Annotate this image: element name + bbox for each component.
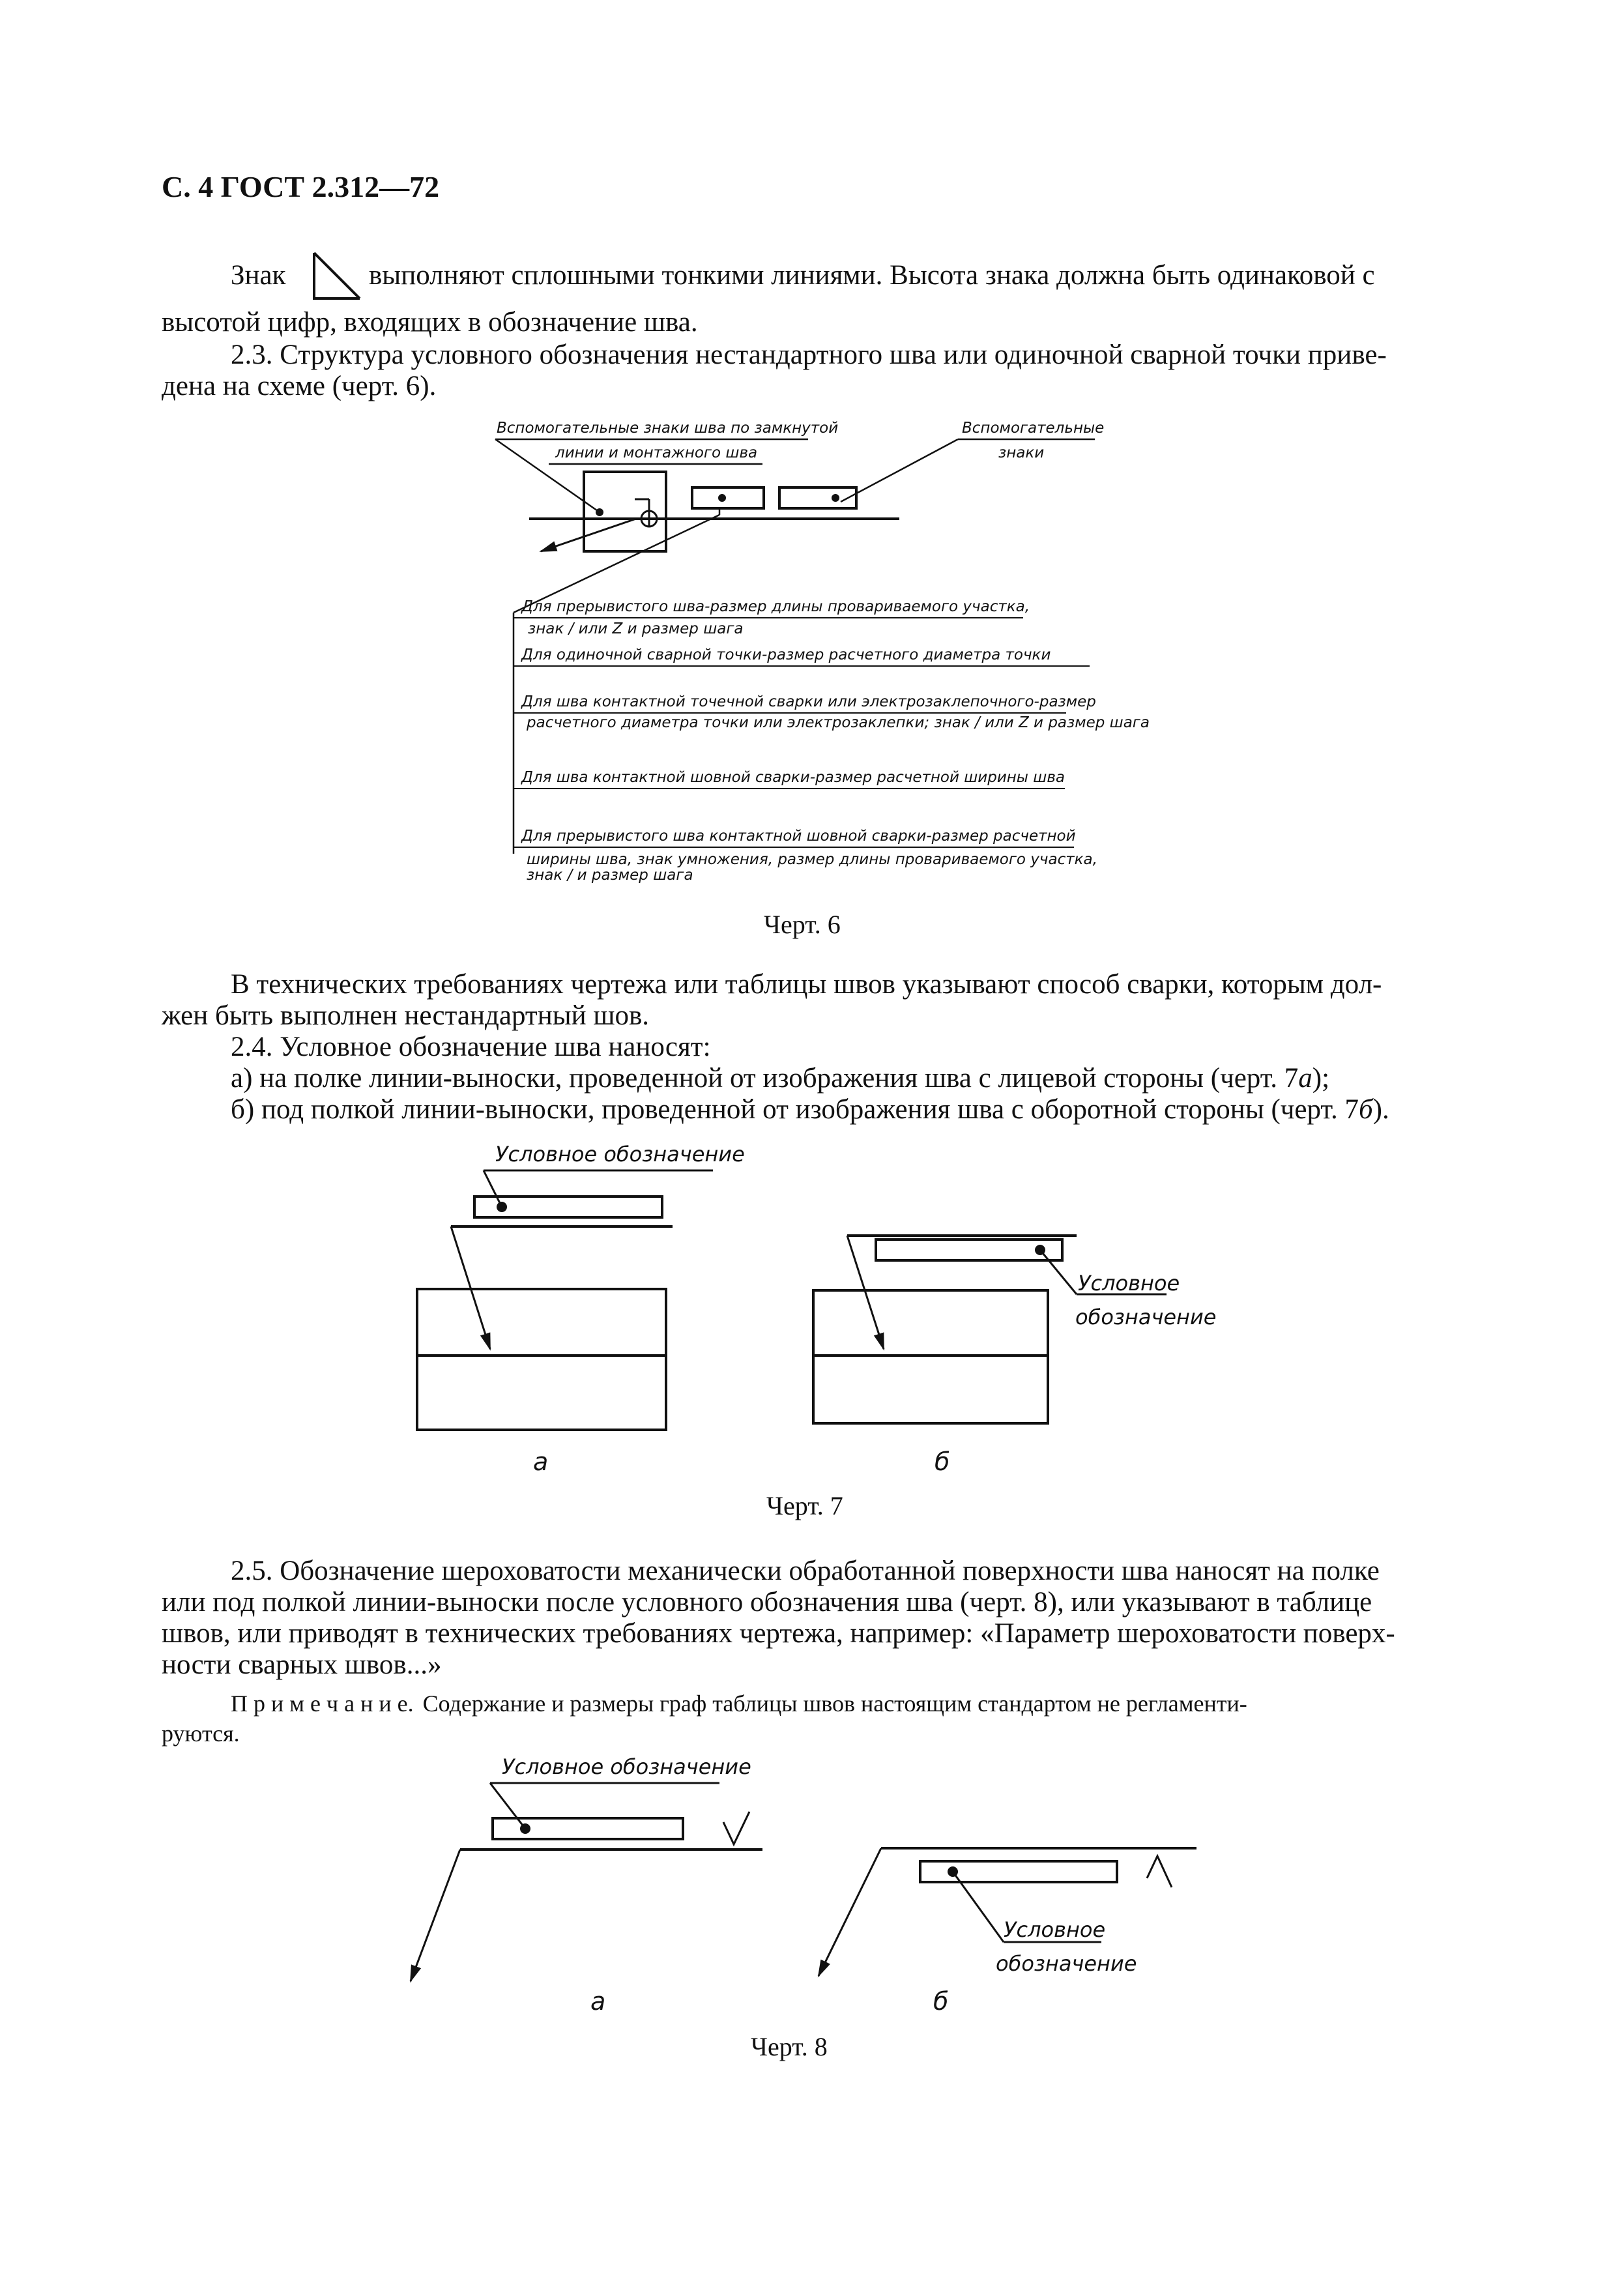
para1-rest: выполняют сплошными тонкими линиями. Высота знака должна быть одинаковой с — [369, 260, 1375, 291]
para5-line2: или под полкой линии-выноски после условного обозначения шва (черт. 8), или указывают в таблице — [162, 1587, 1372, 1617]
fig7-label-b-1: Условное — [1078, 1271, 1180, 1296]
roughness-sign-icon — [723, 1812, 749, 1844]
note-text: Содержание и размеры граф таблицы швов настоящим стандартом не регламенти- — [422, 1690, 1247, 1717]
fig8-label-b-2: обозначение — [996, 1951, 1137, 1976]
roughness-sign-b-icon — [1147, 1856, 1172, 1887]
note — [231, 1690, 1247, 1717]
para5-line1: 2.5. Обозначение шероховатости механически обработанной поверхности шва наносят на полке — [231, 1556, 1380, 1586]
fig6-note-6: Для шва контактной шовной сварки-размер расчетной ширины шва — [521, 769, 1065, 786]
figure-7 — [417, 1142, 1216, 1520]
fig8-label-b-1: Условное — [1004, 1917, 1106, 1942]
fig8-sub-b: б — [933, 1987, 949, 2016]
para1-line2: высотой цифр, входящих в обозначение шва. — [162, 307, 698, 338]
fig6-label-right-2: знаки — [998, 444, 1045, 461]
fillet-weld-sign-icon — [314, 253, 360, 298]
para5-line4: ности сварных швов...» — [162, 1649, 442, 1680]
para1-lead: Знак — [231, 260, 286, 291]
figure-6 — [495, 420, 1150, 939]
para4-line1: 2.4. Условное обозначение шва наносят: — [231, 1032, 711, 1062]
para4-item-a: а) на полке линии-выноски, проведенной от изображения шва с лицевой стороны (черт. 7а); — [231, 1063, 1330, 1094]
fig6-note-7: Для прерывистого шва контактной шовной сварки-размер расчетной — [521, 828, 1076, 845]
para2-line2: дена на схеме (черт. 6). — [162, 371, 437, 401]
fig7-sub-b: б — [935, 1447, 950, 1476]
fig6-note-5: расчетного диаметра точки или электрозаклепки; знак / или Z и размер шага — [527, 714, 1150, 731]
page-header: С. 4 ГОСТ 2.312—72 — [162, 170, 440, 203]
fig6-note-3: Для одиночной сварной точки-размер расчетного диаметра точки — [521, 646, 1051, 663]
fig6-note-1: Для прерывистого шва-размер длины провариваемого участка, — [521, 598, 1030, 615]
para3-line2: жен быть выполнен нестандартный шов. — [162, 1000, 650, 1031]
fig6-note-8: ширины шва, знак умножения, размер длины провариваемого участка, — [527, 851, 1097, 868]
para2-line1: 2.3. Структура условного обозначения нестандартного шва или одиночной сварной точки приве- — [231, 340, 1387, 370]
para3-line1: В технических требованиях чертежа или таблицы швов указывают способ сварки, которым дол- — [231, 969, 1382, 1000]
fig6-note-2: знак / или Z и размер шага — [528, 620, 744, 637]
note-label: П р и м е ч а н и е. — [231, 1690, 414, 1717]
fig7-label-b-2: обозначение — [1075, 1305, 1217, 1329]
fig7-label-a: Условное обозначение — [495, 1142, 745, 1167]
fig8-label-a: Условное обозначение — [502, 1754, 751, 1779]
fig7-sub-a: а — [533, 1447, 549, 1476]
para5-line3: швов, или приводят в технических требованиях чертежа, например: «Параметр шероховатости поверх- — [162, 1618, 1395, 1649]
note-line2: руются. — [162, 1720, 240, 1747]
fig6-label-right-1: Вспомогательные — [962, 420, 1105, 437]
fig6-caption: Черт. 6 — [764, 910, 841, 939]
fig6-note-4: Для шва контактной точечной сварки или электрозаклепочного-размер — [521, 693, 1096, 710]
figure-8 — [411, 1754, 1196, 2061]
fig6-label-left-2: линии и монтажного шва — [555, 444, 758, 461]
fig7-caption: Черт. 7 — [766, 1491, 843, 1520]
fig6-note-9: знак / и размер шага — [527, 867, 693, 884]
fig8-caption: Черт. 8 — [751, 2032, 828, 2061]
para4-item-b: б) под полкой линии-выноски, проведенной от изображения шва с оборотной стороны (черт. 7б). — [231, 1094, 1389, 1125]
fig8-sub-a: а — [590, 1987, 606, 2016]
fig6-label-left-1: Вспомогательные знаки шва по замкнутой — [497, 420, 839, 437]
